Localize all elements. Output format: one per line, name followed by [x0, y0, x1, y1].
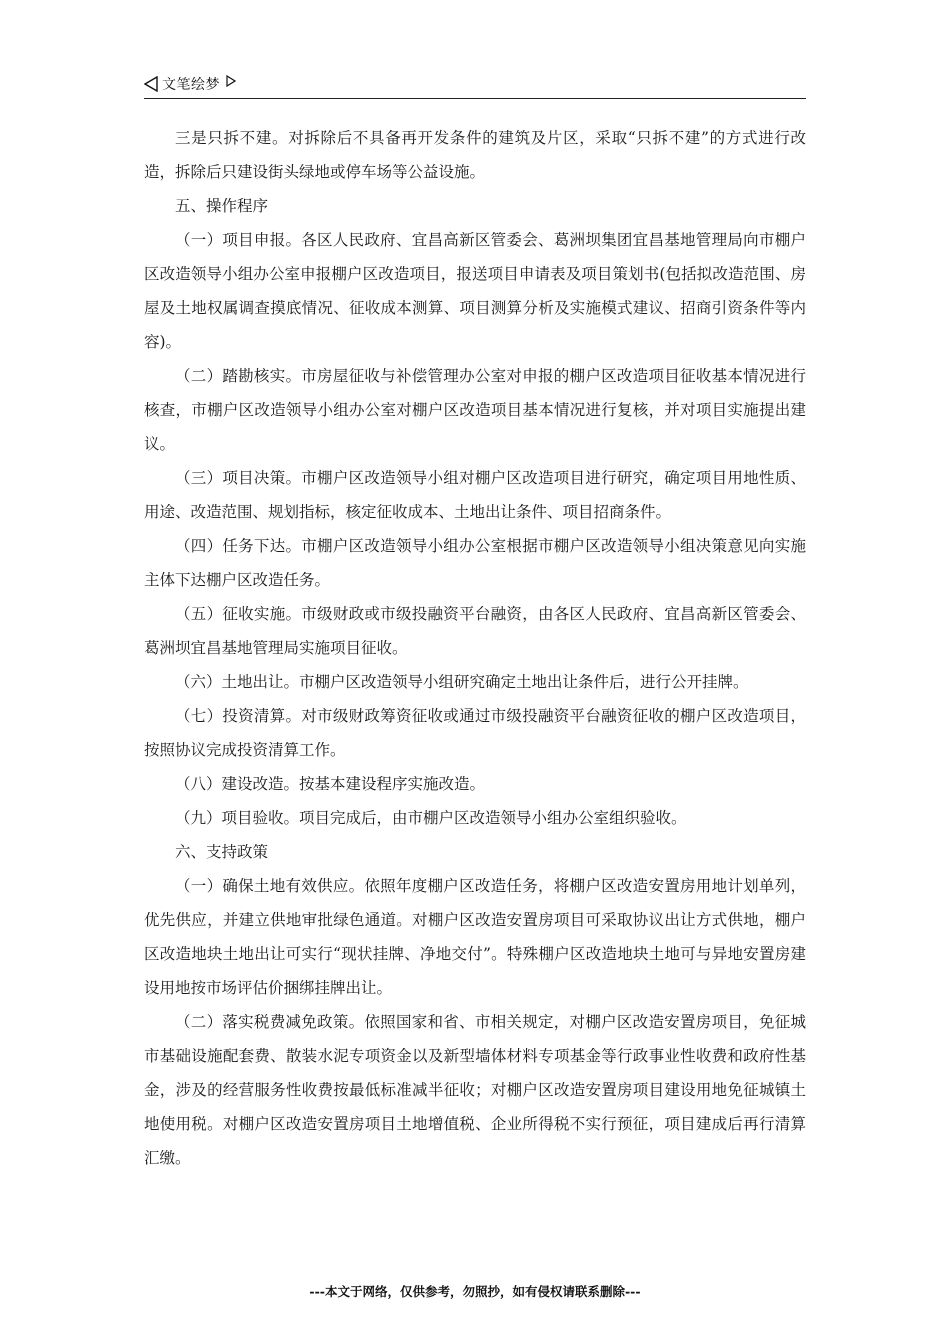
brand-text: 文笔绘梦 — [162, 77, 220, 93]
paragraph: （八）建设改造。按基本建设程序实施改造。 — [175, 775, 486, 793]
paragraph: （三）项目决策。市棚户区改造领导小组对棚户区改造项目进行研究，确定项目用地性质、用途、改造范围、规划指标，核定征收成本、土地出让条件、项目招商条件。 — [144, 469, 806, 521]
paragraph: （九）项目验收。项目完成后，由市棚户区改造领导小组办公室组织验收。 — [175, 809, 687, 827]
section-heading: 五、操作程序 — [175, 197, 269, 215]
paragraph: （六）土地出让。市棚户区改造领导小组研究确定土地出让条件后，进行公开挂牌。 — [175, 673, 749, 691]
page-footer: ---本文于网络，仅供参考，勿照抄，如有侵权请联系删除--- — [309, 1284, 641, 1299]
paragraph: （二）踏勘核实。市房屋征收与补偿管理办公室对申报的棚户区改造项目征收基本情况进行核查，市棚户区改造领导小组办公室对棚户区改造项目基本情况进行复核，并对项目实施提出建议。 — [144, 367, 806, 453]
paragraph: （五）征收实施。市级财政或市级投融资平台融资，由各区人民政府、宜昌高新区管委会、葛洲坝宜昌基地管理局实施项目征收。 — [144, 605, 806, 657]
paragraph: （一）项目申报。各区人民政府、宜昌高新区管委会、葛洲坝集团宜昌基地管理局向市棚户区改造领导小组办公室申报棚户区改造项目，报送项目申请表及项目策划书(包括拟改造范围、房屋及土地权属调查摸底情况、征收成本测算、项目测算分析及实施模式建议、招商引资条件等内容)。 — [144, 231, 806, 351]
triangle-right-icon — [226, 75, 236, 87]
paragraph: 三是只拆不建。对拆除后不具备再开发条件的建筑及片区，采取“只拆不建”的方式进行改造，拆除后只建设街头绿地或停车场等公益设施。 — [144, 129, 806, 181]
paragraph: （一）确保土地有效供应。依照年度棚户区改造任务，将棚户区改造安置房用地计划单列，优先供应，并建立供地审批绿色通道。对棚户区改造安置房项目可采取协议出让方式供地，棚户区改造地块土地出让可实行“现状挂牌、净地交付”。特殊棚户区改造地块土地可与异地安置房建设用地按市场评估价捆绑挂牌出让。 — [144, 877, 806, 997]
paragraph: （二）落实税费减免政策。依照国家和省、市相关规定，对棚户区改造安置房项目，免征城市基础设施配套费、散装水泥专项资金以及新型墙体材料专项基金等行政事业性收费和政府性基金，涉及的经营服务性收费按最低标准减半征收；对棚户区改造安置房项目建设用地免征城镇土地使用税。对棚户区改造安置房项目土地增值税、企业所得税不实行预征，项目建成后再行清算汇缴。 — [144, 1013, 806, 1167]
triangle-left-icon — [144, 76, 158, 92]
page-header — [144, 72, 806, 99]
paragraph: （四）任务下达。市棚户区改造领导小组办公室根据市棚户区改造领导小组决策意见向实施主体下达棚户区改造任务。 — [144, 537, 806, 589]
paragraph: （七）投资清算。对市级财政筹资征收或通过市级投融资平台融资征收的棚户区改造项目，按照协议完成投资清算工作。 — [144, 707, 806, 759]
document-body — [144, 121, 806, 1175]
header-brand — [144, 74, 236, 94]
section-heading: 六、支持政策 — [175, 843, 269, 861]
